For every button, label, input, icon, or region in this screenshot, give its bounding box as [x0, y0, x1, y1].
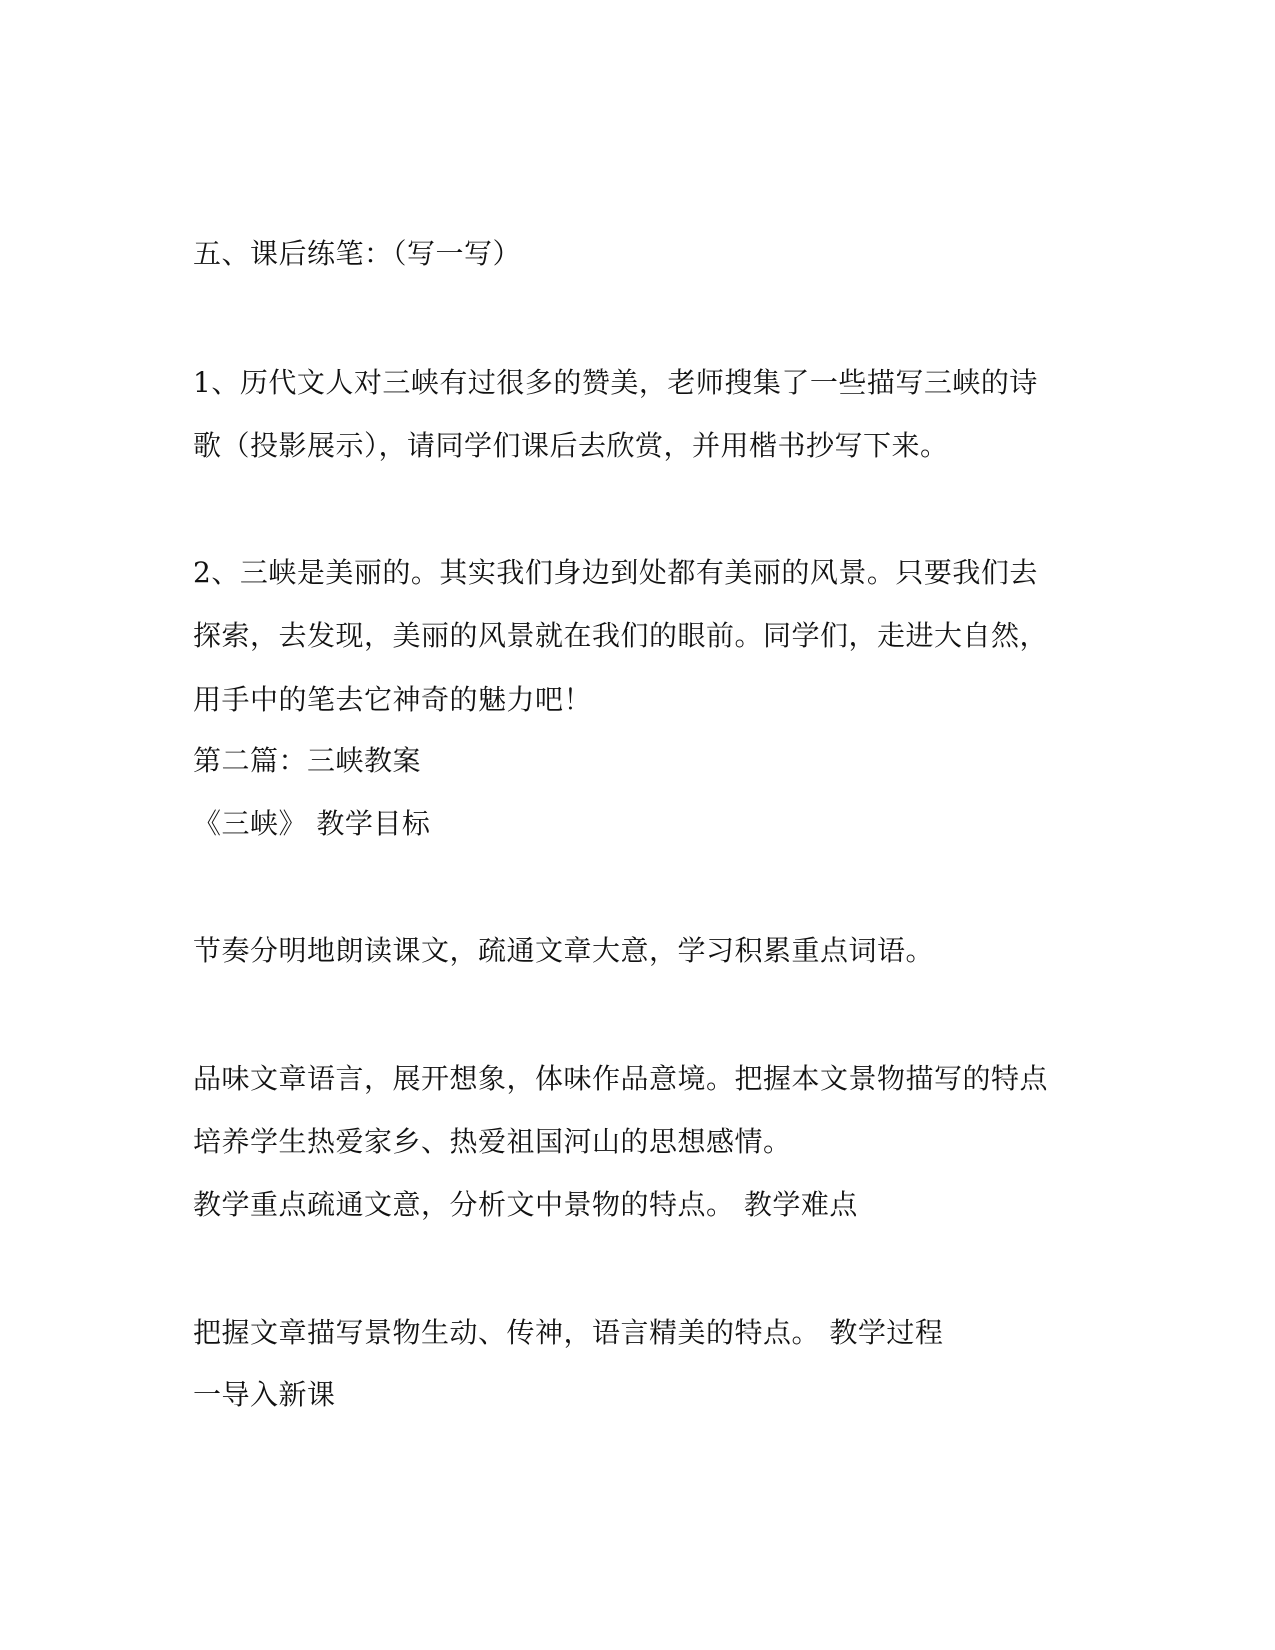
paragraph-line: 教学重点疏通文意，分析文中景物的特点。 教学难点	[193, 1188, 858, 1221]
paragraph-line: 探索，去发现，美丽的风景就在我们的眼前。同学们，走进大自然，	[193, 619, 1049, 652]
paragraph-line: 歌（投影展示），请同学们课后去欣赏，并用楷书抄写下来。	[193, 429, 949, 462]
section-heading-objectives: 《三峡》 教学目标	[193, 807, 431, 840]
paragraph-line: 品味文章语言，展开想象，体味作品意境。把握本文景物描写的特点	[193, 1062, 1049, 1095]
paragraph-line: 1、历代文人对三峡有过很多的赞美，老师搜集了一些描写三峡的诗	[193, 366, 1038, 399]
section-heading-intro: 一导入新课	[193, 1378, 336, 1411]
paragraph-line: 把握文章描写景物生动、传神，语言精美的特点。 教学过程	[193, 1316, 944, 1349]
chapter-title: 第二篇：三峡教案	[193, 744, 422, 777]
paragraph-line: 节奏分明地朗读课文，疏通文章大意，学习积累重点词语。	[193, 934, 935, 967]
paragraph-line: 2、三峡是美丽的。其实我们身边到处都有美丽的风景。只要我们去	[193, 556, 1038, 589]
paragraph-line: 用手中的笔去它神奇的魅力吧！	[193, 683, 593, 716]
paragraph-line: 培养学生热爱家乡、热爱祖国河山的思想感情。	[193, 1125, 792, 1158]
section-heading-practice: 五、课后练笔：（写一写）	[193, 237, 522, 270]
